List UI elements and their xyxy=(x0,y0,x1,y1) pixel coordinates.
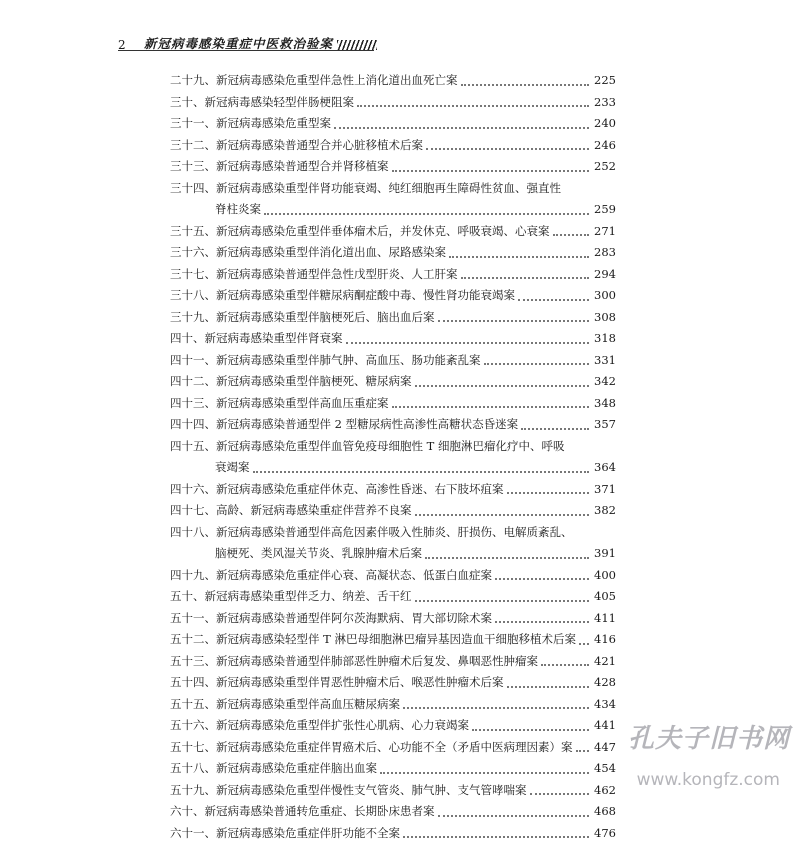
watermark-text: 孔夫子旧书网 xyxy=(628,718,790,755)
toc-entry xyxy=(170,715,616,737)
toc-page-number: 246 xyxy=(592,135,616,157)
toc-entry xyxy=(170,113,616,135)
toc-entry-title: 三十一、新冠病毒感染危重型案 xyxy=(170,113,331,135)
toc-entry xyxy=(170,371,616,393)
toc-leader-dots xyxy=(346,334,590,344)
toc-page-number: 421 xyxy=(592,651,616,673)
toc-leader-dots xyxy=(541,656,589,666)
header-rule xyxy=(118,50,374,51)
toc-entry xyxy=(170,608,616,630)
toc-page-number: 382 xyxy=(592,500,616,522)
toc-entry-title: 四十七、高龄、新冠病毒感染重症伴营养不良案 xyxy=(170,500,412,522)
toc-page-number: 271 xyxy=(592,221,616,243)
toc-leader-dots xyxy=(392,162,590,172)
toc-entry-title: 五十九、新冠病毒感染危重型伴慢性支气管炎、肺气肿、支气管哮喘案 xyxy=(170,780,527,802)
toc-leader-dots xyxy=(521,420,589,430)
toc-leader-dots xyxy=(425,549,589,559)
toc-entry-title: 三十四、新冠病毒感染重型伴肾功能衰竭、纯红细胞再生障碍性贫血、强直性 xyxy=(170,178,561,200)
toc-entry xyxy=(170,264,616,286)
toc-leader-dots xyxy=(472,721,589,731)
toc-entry xyxy=(170,436,616,458)
toc-entry xyxy=(170,522,616,544)
toc-entry-title: 三十九、新冠病毒感染重型伴脑梗死后、脑出血后案 xyxy=(170,307,435,329)
toc-entry xyxy=(170,92,616,114)
toc-entry-title: 四十、新冠病毒感染重型伴肾衰案 xyxy=(170,328,343,350)
toc-page-number: 428 xyxy=(592,672,616,694)
toc-entry xyxy=(170,393,616,415)
toc-leader-dots xyxy=(553,226,590,236)
toc-page-number: 283 xyxy=(592,242,616,264)
toc-entry xyxy=(170,758,616,780)
toc-entry-title: 五十一、新冠病毒感染普通型伴阿尔茨海默病、胃大部切除术案 xyxy=(170,608,492,630)
toc-page-number: 441 xyxy=(592,715,616,737)
toc-entry-title: 四十五、新冠病毒感染危重型伴血管免疫母细胞性 T 细胞淋巴瘤化疗中、呼吸 xyxy=(170,436,564,458)
toc-leader-dots xyxy=(461,269,590,279)
toc-leader-dots xyxy=(415,377,590,387)
toc-page-number: 259 xyxy=(592,199,616,221)
toc-page-number: 308 xyxy=(592,307,616,329)
toc-entry xyxy=(170,586,616,608)
toc-entry xyxy=(170,479,616,501)
toc-page-number: 434 xyxy=(592,694,616,716)
toc-leader-dots xyxy=(426,140,589,150)
toc-entry xyxy=(170,414,616,436)
toc-leader-dots xyxy=(579,635,589,645)
toc-entry xyxy=(170,307,616,329)
toc-entry xyxy=(170,221,616,243)
toc-page-number: 300 xyxy=(592,285,616,307)
toc-page-number: 400 xyxy=(592,565,616,587)
toc-leader-dots xyxy=(334,119,589,129)
toc-entry-title: 四十四、新冠病毒感染普通型伴 2 型糖尿病性高渗性高糖状态昏迷案 xyxy=(170,414,518,436)
toc-page-number: 416 xyxy=(592,629,616,651)
toc-entry-title: 三十二、新冠病毒感染普通型合并心脏移植术后案 xyxy=(170,135,423,157)
toc-leader-dots xyxy=(438,807,590,817)
toc-entry-title: 五十二、新冠病毒感染轻型伴 T 淋巴母细胞淋巴瘤异基因造血干细胞移植术后案 xyxy=(170,629,576,651)
toc-entry-title: 五十八、新冠病毒感染危重症伴脑出血案 xyxy=(170,758,377,780)
toc-page-number: 233 xyxy=(592,92,616,114)
toc-leader-dots xyxy=(495,613,589,623)
table-of-contents xyxy=(170,70,616,844)
toc-entry-title: 脊柱炎案 xyxy=(170,199,261,221)
toc-entry xyxy=(170,70,616,92)
toc-entry-title: 五十、新冠病毒感染重型伴乏力、纳差、舌干红 xyxy=(170,586,412,608)
toc-entry-title: 五十七、新冠病毒感染危重症伴胃癌术后、心功能不全（矛盾中医病理因素）案 xyxy=(170,737,573,759)
toc-leader-dots xyxy=(449,248,589,258)
toc-leader-dots xyxy=(495,570,589,580)
toc-page-number: 318 xyxy=(592,328,616,350)
watermark-url: www.kongfz.com xyxy=(637,770,780,790)
toc-entry-title: 衰竭案 xyxy=(170,457,250,479)
toc-leader-dots xyxy=(484,355,590,365)
toc-page-number: 331 xyxy=(592,350,616,372)
toc-leader-dots xyxy=(403,828,589,838)
toc-entry-title: 脑梗死、类风湿关节炎、乳腺肿瘤术后案 xyxy=(170,543,422,565)
toc-entry xyxy=(170,565,616,587)
toc-page-number: 225 xyxy=(592,70,616,92)
toc-entry-title: 三十六、新冠病毒感染重型伴消化道出血、尿路感染案 xyxy=(170,242,446,264)
toc-page-number: 405 xyxy=(592,586,616,608)
toc-entry-title: 五十五、新冠病毒感染重型伴高血压糖尿病案 xyxy=(170,694,400,716)
toc-entry xyxy=(170,135,616,157)
toc-page-number: 364 xyxy=(592,457,616,479)
toc-entry xyxy=(170,543,616,565)
toc-entry xyxy=(170,651,616,673)
toc-page-number: 294 xyxy=(592,264,616,286)
toc-entry xyxy=(170,801,616,823)
toc-entry xyxy=(170,500,616,522)
watermark xyxy=(604,718,790,790)
toc-leader-dots xyxy=(530,785,590,795)
toc-entry-title: 六十、新冠病毒感染普通转危重症、长期卧床患者案 xyxy=(170,801,435,823)
toc-entry xyxy=(170,156,616,178)
toc-page-number: 468 xyxy=(592,801,616,823)
toc-entry xyxy=(170,672,616,694)
toc-leader-dots xyxy=(518,291,589,301)
toc-leader-dots xyxy=(461,76,590,86)
toc-entry-title: 五十四、新冠病毒感染重型伴胃恶性肿瘤术后、喉恶性肿瘤术后案 xyxy=(170,672,504,694)
toc-page-number: 342 xyxy=(592,371,616,393)
toc-entry xyxy=(170,178,616,200)
toc-entry xyxy=(170,823,616,844)
toc-page-number: 240 xyxy=(592,113,616,135)
toc-entry-title: 二十九、新冠病毒感染危重型伴急性上消化道出血死亡案 xyxy=(170,70,458,92)
toc-leader-dots xyxy=(438,312,590,322)
toc-entry-title: 三十三、新冠病毒感染普通型合并肾移植案 xyxy=(170,156,389,178)
toc-entry xyxy=(170,737,616,759)
toc-page-number: 371 xyxy=(592,479,616,501)
toc-entry-title: 四十九、新冠病毒感染危重症伴心衰、高凝状态、低蛋白血症案 xyxy=(170,565,492,587)
toc-page-number: 411 xyxy=(592,608,616,630)
toc-leader-dots xyxy=(403,699,589,709)
toc-entry xyxy=(170,328,616,350)
toc-entry xyxy=(170,780,616,802)
toc-entry xyxy=(170,242,616,264)
toc-leader-dots xyxy=(357,97,589,107)
toc-entry-title: 六十一、新冠病毒感染危重症伴肝功能不全案 xyxy=(170,823,400,844)
toc-page-number: 348 xyxy=(592,393,616,415)
toc-leader-dots xyxy=(576,742,590,752)
toc-entry-title: 四十六、新冠病毒感染危重症伴休克、高渗性昏迷、右下肢坏疽案 xyxy=(170,479,504,501)
toc-entry-title: 四十八、新冠病毒感染普通型伴高危因素伴吸入性肺炎、肝损伤、电解质紊乱、 xyxy=(170,522,573,544)
toc-entry-title: 五十六、新冠病毒感染危重型伴扩张性心肌病、心力衰竭案 xyxy=(170,715,469,737)
toc-leader-dots xyxy=(380,764,589,774)
toc-entry-title: 三十、新冠病毒感染轻型伴肠梗阻案 xyxy=(170,92,354,114)
toc-entry xyxy=(170,457,616,479)
toc-entry-title: 四十二、新冠病毒感染重型伴脑梗死、糖尿病案 xyxy=(170,371,412,393)
toc-entry-title: 三十五、新冠病毒感染危重型伴垂体瘤术后，并发休克、呼吸衰竭、心衰案 xyxy=(170,221,550,243)
page-number: 2 xyxy=(118,38,136,52)
toc-leader-dots xyxy=(392,398,590,408)
toc-leader-dots xyxy=(415,592,590,602)
toc-entry xyxy=(170,629,616,651)
toc-entry xyxy=(170,285,616,307)
toc-page-number: 462 xyxy=(592,780,616,802)
toc-entry-title: 四十三、新冠病毒感染重型伴高血压重症案 xyxy=(170,393,389,415)
toc-entry-title: 三十八、新冠病毒感染重型伴糖尿病酮症酸中毒、慢性肾功能衰竭案 xyxy=(170,285,515,307)
toc-entry-title: 三十七、新冠病毒感染普通型伴急性戊型肝炎、人工肝案 xyxy=(170,264,458,286)
toc-entry xyxy=(170,694,616,716)
running-title: 新冠病毒感染重症中医救治验案 xyxy=(144,34,333,52)
toc-page-number: 476 xyxy=(592,823,616,844)
toc-entry-title: 五十三、新冠病毒感染普通型伴肺部恶性肿瘤术后复发、鼻咽恶性肿瘤案 xyxy=(170,651,538,673)
header-ornament-icon xyxy=(337,40,377,50)
toc-leader-dots xyxy=(253,463,590,473)
toc-leader-dots xyxy=(415,506,590,516)
toc-page-number: 252 xyxy=(592,156,616,178)
toc-entry xyxy=(170,199,616,221)
toc-leader-dots xyxy=(507,678,590,688)
toc-page-number: 391 xyxy=(592,543,616,565)
toc-leader-dots xyxy=(507,484,590,494)
toc-entry-title: 四十一、新冠病毒感染重型伴肺气肿、高血压、肠功能紊乱案 xyxy=(170,350,481,372)
toc-page-number: 357 xyxy=(592,414,616,436)
toc-entry xyxy=(170,350,616,372)
toc-leader-dots xyxy=(264,205,589,215)
toc-page-number: 447 xyxy=(592,737,616,759)
toc-page-number: 454 xyxy=(592,758,616,780)
